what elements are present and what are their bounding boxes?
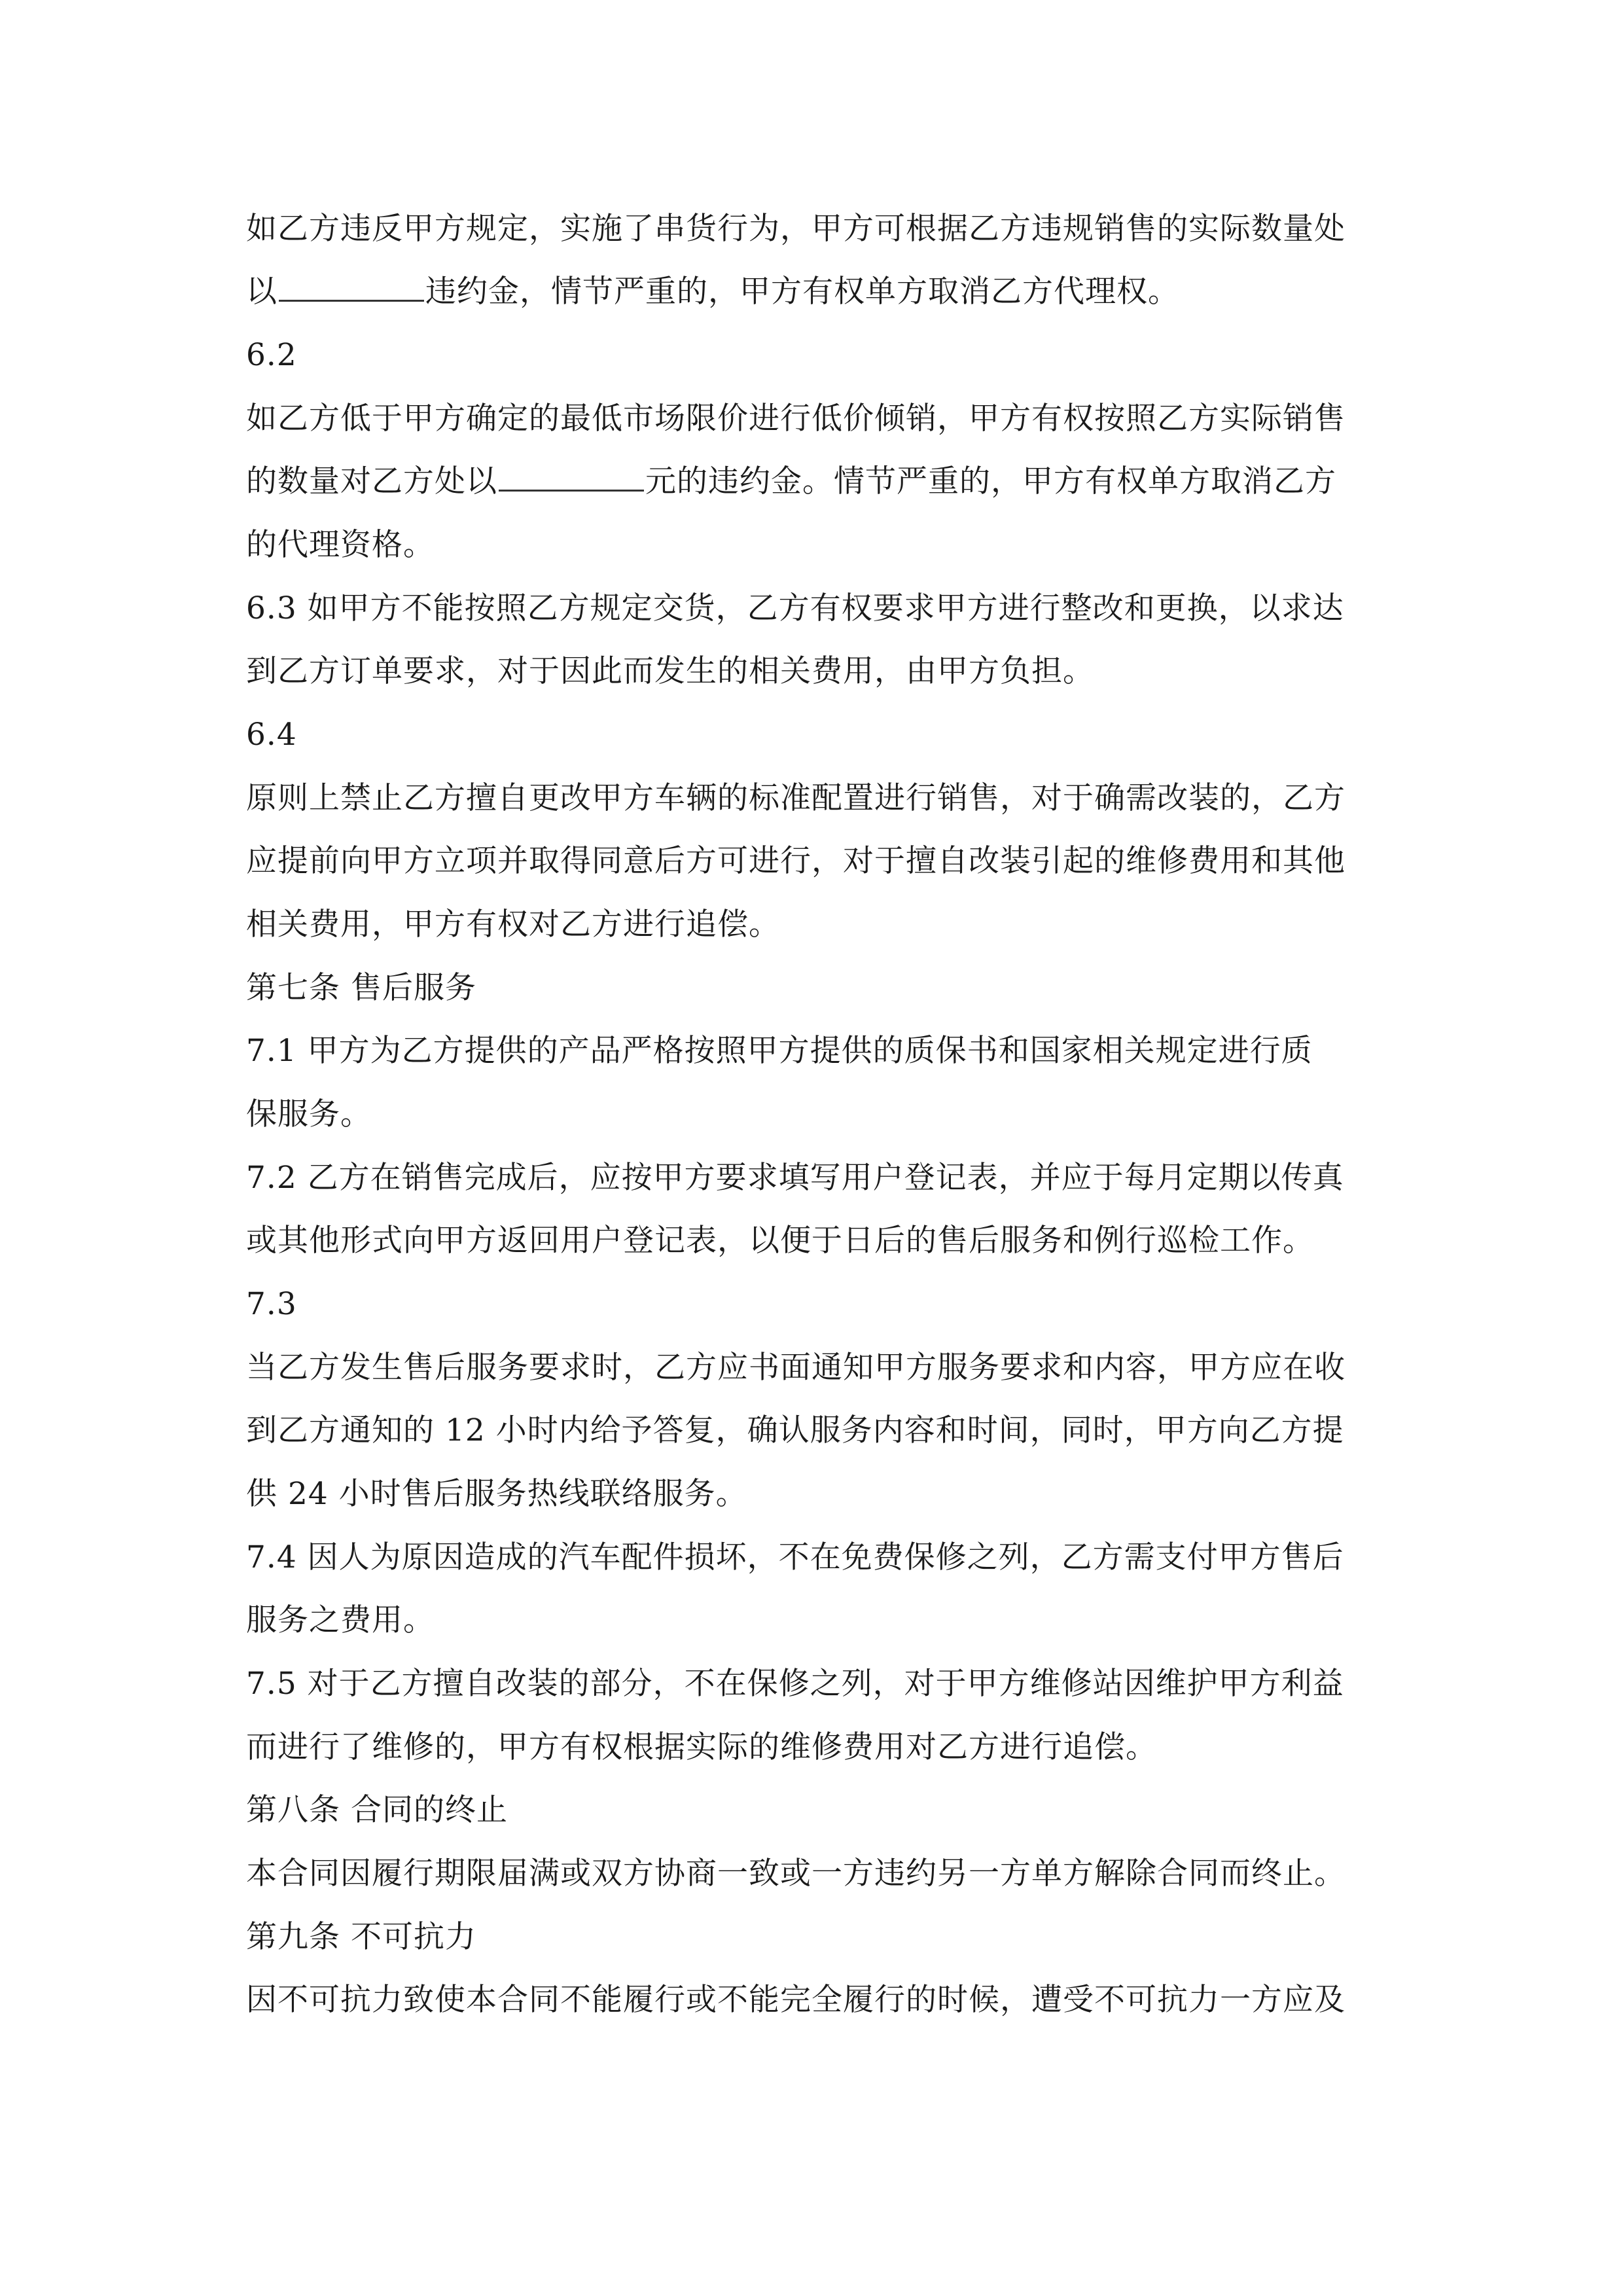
text-line: 而进行了维修的，甲方有权根据实际的维修费用对乙方进行追偿。 (246, 1729, 1157, 1765)
text-segment: 元的违约金。情节严重的，甲方有权单方取消乙方 (645, 463, 1336, 499)
text-segment: 违约金，情节严重的，甲方有权单方取消乙方代理权。 (425, 274, 1179, 310)
text-line: 如乙方违反甲方规定，实施了串货行为，甲方可根据乙方违规销售的实际数量处 (246, 211, 1346, 247)
text-line (246, 463, 1336, 500)
text-segment: 以 (246, 274, 277, 310)
text-line: 或其他形式向甲方返回用户登记表，以便于日后的售后服务和例行巡检工作。 (246, 1223, 1314, 1259)
text-line: 7.4 因人为原因造成的汽车配件损坏，不在免费保修之列，乙方需支付甲方售后 (246, 1539, 1344, 1575)
text-line: 到乙方订单要求，对于因此而发生的相关费用，由甲方负担。 (246, 653, 1094, 689)
clause-number: 7.3 (246, 1286, 297, 1322)
text-line: 应提前向甲方立项并取得同意后方可进行，对于擅自改装引起的维修费用和其他 (246, 843, 1346, 879)
text-line: 相关费用，甲方有权对乙方进行追偿。 (246, 906, 780, 942)
text-line: 因不可抗力致使本合同不能履行或不能完全履行的时候，遭受不可抗力一方应及 (246, 1982, 1346, 2018)
text-line: 本合同因履行期限届满或双方协商一致或一方违约另一方单方解除合同而终止。 (246, 1856, 1346, 1892)
section-heading: 第七条 售后服务 (246, 970, 476, 1006)
text-line: 保服务。 (246, 1096, 372, 1132)
fill-in-blank[interactable] (499, 463, 644, 492)
clause-number: 6.4 (246, 717, 297, 753)
text-line: 到乙方通知的 12 小时内给予答复，确认服务内容和时间，同时，甲方向乙方提 (246, 1412, 1344, 1448)
fill-in-blank[interactable] (279, 274, 424, 302)
text-segment: 的数量对乙方处以 (246, 463, 497, 499)
text-line: 7.2 乙方在销售完成后，应按甲方要求填写用户登记表，并应于每月定期以传真 (246, 1160, 1344, 1196)
text-line: 如乙方低于甲方确定的最低市场限价进行低价倾销，甲方有权按照乙方实际销售 (246, 401, 1346, 437)
text-line: 7.1 甲方为乙方提供的产品严格按照甲方提供的质保书和国家相关规定进行质 (246, 1033, 1313, 1069)
text-line: 7.5 对于乙方擅自改装的部分，不在保修之列，对于甲方维修站因维护甲方利益 (246, 1666, 1344, 1702)
text-line (246, 274, 1179, 310)
section-heading: 第八条 合同的终止 (246, 1792, 508, 1828)
clause-number: 6.2 (246, 337, 297, 373)
text-line: 原则上禁止乙方擅自更改甲方车辆的标准配置进行销售，对于确需改装的，乙方 (246, 780, 1346, 816)
text-line: 的代理资格。 (246, 527, 435, 563)
text-line: 6.3 如甲方不能按照乙方规定交货，乙方有权要求甲方进行整改和更换，以求达 (246, 590, 1344, 626)
section-heading: 第九条 不可抗力 (246, 1919, 476, 1955)
text-line: 当乙方发生售后服务要求时，乙方应书面通知甲方服务要求和内容，甲方应在收 (246, 1350, 1346, 1386)
text-line: 供 24 小时售后服务热线联络服务。 (246, 1476, 747, 1512)
text-line: 服务之费用。 (246, 1602, 435, 1638)
